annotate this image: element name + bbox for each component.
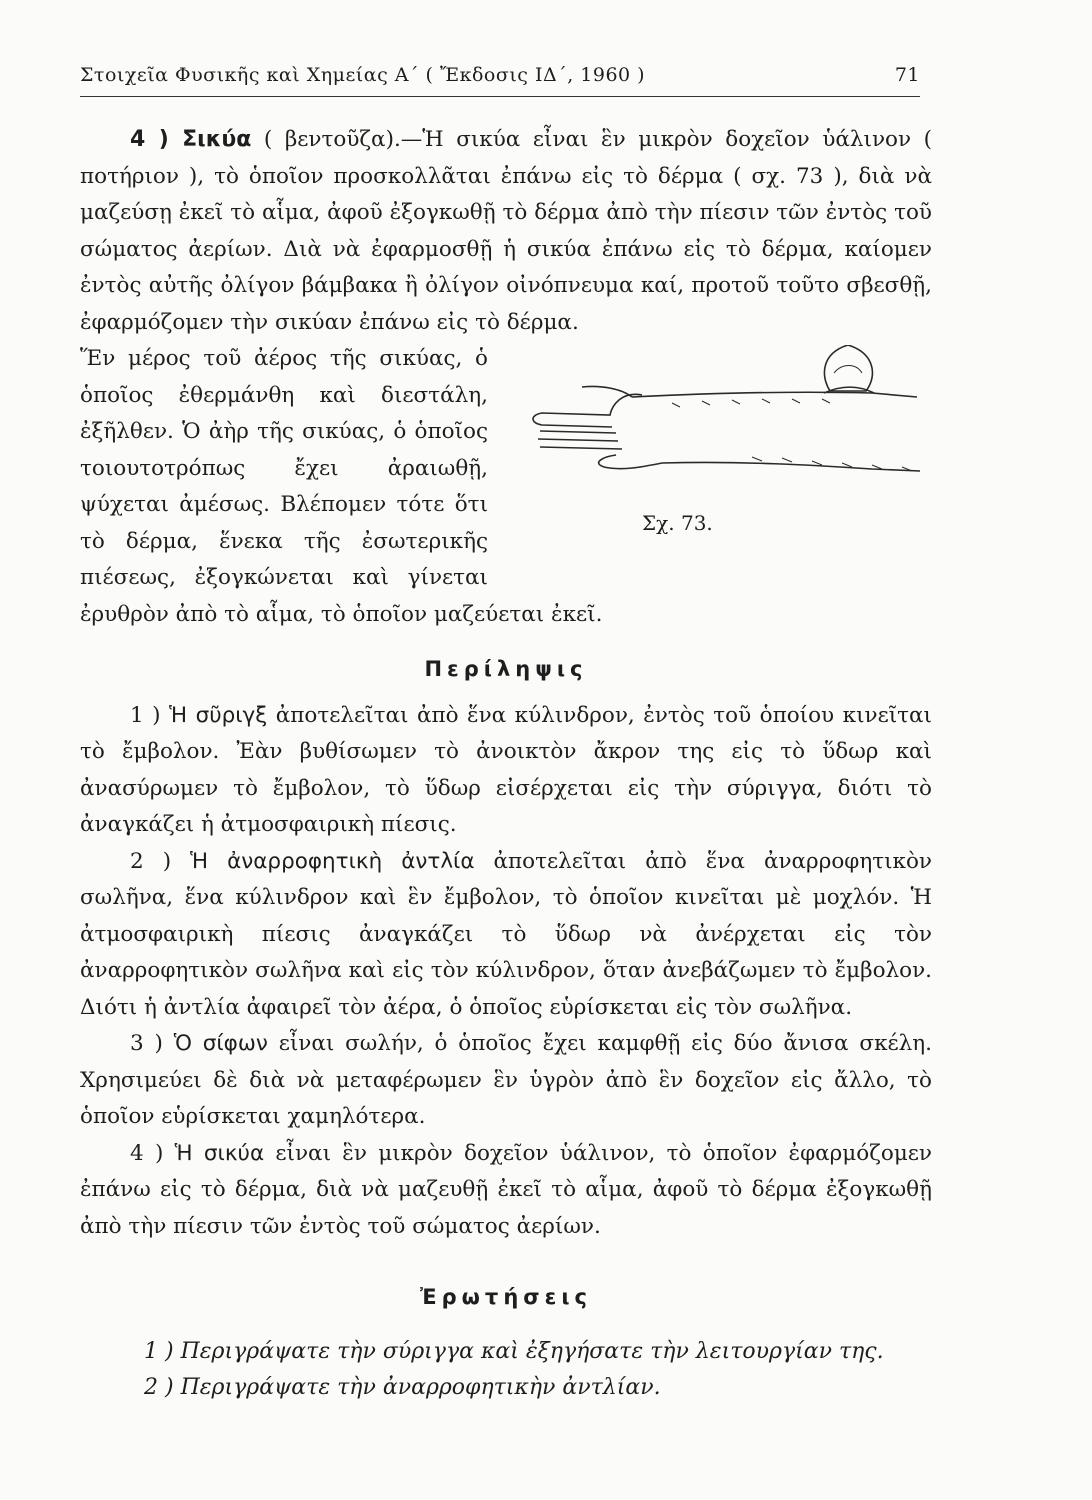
question-2: 2 ) Περιγράψατε τὴν ἀναρροφητικὴν ἀντλίαν. <box>144 1374 661 1400</box>
questions-heading: Ἐρωτήσεις <box>420 1285 592 1309</box>
summary-heading: Περίληψις <box>424 657 588 681</box>
section-intro-text: ( βεντοῦζα).—Ἡ σικύα εἶναι ἓν μικρὸν δοχεῖον ὑάλινον ( ποτήριον ), τὸ ὁποῖον προσκολλᾶται ἐπάνω εἰς τὸ δέρμα ( σχ. 73 ), διὰ νὰ μαζεύσῃ ἐκεῖ τὸ αἷμα, ἀφοῦ ἐξογκωθῇ τὸ δέρμα ἀπὸ τὴν πίεσιν τῶν ἐντὸς τοῦ σώματος ἀερίων. Διὰ νὰ ἐφαρμοσθῇ ἡ σικύα ἐπάνω εἰς τὸ δέρμα, καίομεν ἐντὸς αὐτῆς ὀλίγον βάμβακα ἢ ὀλίγον οἰνόπνευμα καί, προτοῦ τοῦτο σβεσθῇ, ἐφαρμόζομεν τὴν σικύαν ἐπάνω εἰς τὸ δέρμα. <box>80 127 932 335</box>
summary-item-number: 2 ) <box>130 848 191 874</box>
running-title: Στοιχεῖα Φυσικῆς καὶ Χημείας Α΄ ( Ἔκδοσις ΙΔ΄, 1960 ) <box>80 64 646 86</box>
cup-glass <box>824 345 872 391</box>
hand-thumb <box>599 455 662 469</box>
figure-caption: Σχ. 73. <box>642 511 713 535</box>
summary-item-1 <box>80 698 932 844</box>
running-header <box>80 58 920 94</box>
section-number: 4 ) <box>130 127 183 152</box>
summary-item-3 <box>80 1026 932 1136</box>
summary-item-text: εἶναι ἓν μικρὸν δοχεῖον ὑάλινον, τὸ ὁποῖον ἐφαρμόζομεν ἐπάνω εἰς τὸ δέρμα, διὰ νὰ μαζευθῇ ἐκεῖ τὸ αἷμα, ἀφοῦ τὸ δέρμα ἐξογκωθῇ ἀπὸ τὴν πίεσιν τῶν ἐντὸς τοῦ σώματος ἀερίων. <box>80 1140 933 1239</box>
summary-item-text: ἀποτελεῖται ἀπὸ ἕνα ἀναρροφητικὸν σωλῆνα, ἕνα κύλινδρον καὶ ἓν ἔμβολον, τὸ ὁποῖον κινεῖται μὲ μοχλόν. Ἡ ἀτμοσφαιρικὴ πίεσις ἀναγκάζει τὸ ὕδωρ νὰ ἀνέρχεται εἰς τὸν ἀναρροφητικὸν σωλῆνα καὶ εἰς τὸν κύλινδρον, ὅταν ἀνεβάζωμεν τὸ ἔμβολον. Διότι ἡ ἀντλία ἀφαιρεῖ τὸν ἀέρα, ὁ ὁποῖος εὑρίσκεται εἰς τὸν σωλῆνα. <box>80 848 932 1020</box>
summary-item-number: 4 ) <box>130 1140 175 1166</box>
question-1: 1 ) Περιγράψατε τὴν σύριγγα καὶ ἐξηγήσατε τὴν λειτουργίαν της. <box>144 1338 884 1364</box>
section-title: Σικύα <box>182 127 252 152</box>
summary-item-4 <box>80 1136 932 1246</box>
arm-lower-edge <box>662 462 920 471</box>
cupping-arm-illustration <box>512 345 932 545</box>
summary-item-2 <box>80 844 932 1027</box>
section-4-paragraph <box>80 122 932 341</box>
summary-item-term: Ἡ σικύα <box>174 1140 265 1166</box>
hand-finger-top <box>533 394 642 427</box>
summary-item-term: Ὁ σίφων <box>173 1031 268 1056</box>
hand-fingers <box>538 431 622 449</box>
header-rule <box>80 96 920 97</box>
summary-item-text: εἶναι σωλήν, ὁ ὁποῖος ἔχει καμφθῇ εἰς δύο ἄνισα σκέλη. Χρησιμεύει δὲ διὰ νὰ μεταφέρωμεν ἓν ὑγρὸν ἀπὸ ἓν δοχεῖον εἰς ἄλλο, τὸ ὁποῖον εὑρίσκεται χαμηλότερα. <box>80 1031 932 1129</box>
summary-item-number: 1 ) <box>130 702 170 728</box>
summary-item-term: Ἡ ἀναρροφητικὴ ἀντλία <box>190 848 475 874</box>
section-4-continuation: Ἕν μέρος τοῦ ἀέρος τῆς σικύας, ὁ ὁποῖος ἐθερμάνθη καὶ διεστάλη, ἐξῆλθεν. Ὁ ἀὴρ τῆς σικύας, ὁ ὁποῖος τοιουτοτρόπως ἔχει ἀραιωθῇ, ψύχεται ἀμέσως. Βλέπομεν τότε ὅτι τὸ δέρμα, ἕνεκα τῆς ἐσωτερικῆς πιέσεως, ἐξογκώνεται καὶ γίνεται ἐρυθρὸν ἀπὸ τὸ αἷμα, τὸ ὁποῖον μαζεύεται ἐκεῖ. <box>80 346 603 627</box>
summary-item-text: ἀποτελεῖται ἀπὸ ἕνα κύλινδρον, ἐντὸς τοῦ ὁποίου κινεῖται τὸ ἔμβολον. Ἐὰν βυθίσωμεν τὸ ἀνοικτὸν ἄκρον της εἰς τὸ ὕδωρ καὶ ἀνασύρωμεν τὸ ἔμβολον, τὸ ὕδωρ εἰσέρχεται εἰς τὴν σύριγγα, διότι τὸ ἀναγκάζει ἡ ἀτμοσφαιρικὴ πίεσις. <box>80 702 932 837</box>
arm-upper-edge <box>632 392 917 397</box>
page-number: 71 <box>894 64 920 86</box>
figure-73 <box>512 345 932 591</box>
page-body <box>80 122 932 1406</box>
hand-back <box>582 386 632 397</box>
summary-item-term: Ἡ σῦριγξ <box>169 702 268 728</box>
summary-item-number: 3 ) <box>130 1031 174 1056</box>
